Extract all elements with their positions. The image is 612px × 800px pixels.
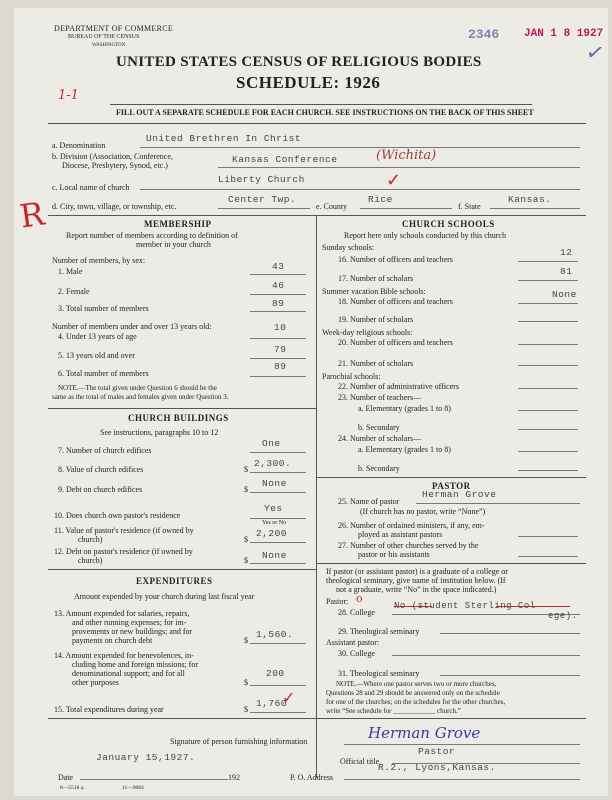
q13-label: 13. Amount expended for salaries, repairs,: [54, 609, 190, 618]
q7-label: 7. Number of church edifices: [58, 446, 152, 455]
q18-value[interactable]: None: [552, 289, 577, 300]
q27-label-2: pastor or his assistants: [358, 550, 430, 559]
q20-label: 20. Number of officers and teachers: [338, 338, 453, 347]
margin-r: R: [17, 194, 47, 236]
denomination-label: a. Denomination: [52, 141, 106, 150]
q28-value[interactable]: No (student Sterling Col: [394, 601, 536, 611]
date-value[interactable]: January 15,1927.: [96, 752, 196, 763]
q26-label: 26. Number of ordained ministers, if any, em-: [338, 521, 485, 530]
q4-value[interactable]: 10: [274, 322, 287, 333]
q11-value[interactable]: 2,200: [256, 528, 288, 539]
q10-value[interactable]: Yes: [264, 503, 283, 514]
q2-value[interactable]: 46: [272, 280, 285, 291]
q2-label: 2. Female: [58, 287, 90, 296]
schedule-title: SCHEDULE: 1926: [236, 73, 381, 92]
form-title: UNITED STATES CENSUS OF RELIGIOUS BODIES: [116, 54, 482, 70]
q22-label: 22. Number of administrative officers: [338, 382, 459, 391]
pastor-note-2: Questions 28 and 29 should be answered only on the schedule: [326, 689, 500, 697]
q16-value[interactable]: 12: [560, 247, 573, 258]
city-value[interactable]: Center Twp.: [228, 194, 297, 205]
margin-note: 1-1: [58, 88, 79, 103]
q23a-label: a. Elementary (grades 1 to 8): [358, 404, 451, 413]
denomination-value[interactable]: United Brethren In Christ: [146, 133, 302, 144]
q24-label: 24. Number of scholars—: [338, 434, 422, 443]
q17-label: 17. Number of scholars: [338, 274, 414, 283]
q12-value[interactable]: None: [262, 550, 287, 561]
expenditures-intro: Amount expended by your church during last fiscal year: [74, 592, 255, 601]
membership-note-2: same as the total of males and females given under Question 3.: [52, 393, 229, 401]
date-label: Date: [58, 773, 74, 782]
q13-dollar: $: [244, 636, 248, 645]
check-mark-icon: ✓: [584, 38, 607, 67]
state-value[interactable]: Kansas.: [508, 194, 552, 205]
q23b-label: b. Secondary: [358, 423, 400, 432]
q23-label: 23. Number of teachers—: [338, 393, 422, 402]
q3-value[interactable]: 89: [272, 298, 285, 309]
q19-label: 19. Number of scholars: [338, 315, 414, 324]
membership-intro: Report number of members according to definition of: [66, 231, 238, 240]
q15-dollar: $: [244, 705, 248, 714]
q31-label: 31. Theological seminary: [338, 669, 420, 678]
buildings-intro: See instructions, paragraphs 10 to 12: [100, 428, 219, 437]
q11-label-2: church): [78, 535, 103, 544]
q16-label: 16. Number of officers and teachers: [338, 255, 453, 264]
print-number: 11—9084: [122, 785, 144, 791]
q6-label: 6. Total number of members: [58, 369, 149, 378]
q26-label-2: ployed as assistant pastors: [358, 530, 443, 539]
q12-dollar: $: [244, 556, 248, 565]
signature-value[interactable]: Herman Grove: [368, 724, 481, 742]
age-heading: Number of members under and over 13 years old:: [52, 322, 212, 331]
summer-label: Summer vacation Bible schools:: [322, 287, 426, 296]
q13-label-2: and other running expenses; for im-: [72, 618, 187, 627]
q14-label: 14. Amount expended for benevolences, in-: [54, 651, 194, 660]
year-label: 192: [228, 773, 240, 782]
q11-dollar: $: [244, 535, 248, 544]
q8-value[interactable]: 2,300.: [254, 458, 292, 469]
check-mark-icon: ✓: [282, 688, 296, 707]
grad-note-3: not a graduate, write “No” in the space indicated.): [336, 585, 497, 594]
division-note: (Wichita): [376, 148, 437, 163]
stamp-date: JAN 1 8 1927: [524, 28, 604, 40]
by-sex-label: Number of members, by sex:: [52, 256, 146, 265]
po-address-label: P. O. Address: [290, 773, 334, 782]
q29-label: 29. Theological seminary: [338, 627, 420, 636]
bureau-label: BUREAU OF THE CENSUS: [68, 34, 140, 40]
q14-label-3: denominational support; and for all: [72, 669, 185, 678]
membership-note: NOTE.—The total given under Question 6 should be the: [58, 384, 217, 392]
stamp-number: 2346: [468, 27, 500, 42]
q11-label: 11. Value of pastor's residence (if owned by: [54, 526, 194, 535]
local-name-value[interactable]: Liberty Church: [218, 174, 305, 185]
q12-label: 12. Debt on pastor's residence (if owned by: [54, 547, 193, 556]
grad-note-2: theological seminary, give name of institution below. (If: [326, 576, 506, 585]
q4-label: 4. Under 13 years of age: [58, 332, 137, 341]
check-mark-icon: ✓: [386, 170, 402, 191]
q1-value[interactable]: 43: [272, 261, 285, 272]
q15-value[interactable]: 1,760: [256, 698, 288, 709]
q9-label: 9. Debt on church edifices: [58, 485, 143, 494]
circle-mark: o: [356, 592, 363, 605]
q15-label: 15. Total expenditures during year: [54, 705, 164, 714]
q9-dollar: $: [244, 485, 248, 494]
signature-label: Signature of person furnishing information: [170, 737, 308, 746]
q24a-label: a. Elementary (grades 1 to 8): [358, 445, 451, 454]
pastor-sub-label: Pastor:: [326, 597, 349, 606]
weekday-label: Week-day religious schools:: [322, 328, 413, 337]
q8-dollar: $: [244, 465, 248, 474]
pastor-name[interactable]: Herman Grove: [422, 489, 497, 500]
official-title-value[interactable]: Pastor: [418, 746, 456, 757]
assistant-label: Assistant pastor:: [326, 638, 380, 647]
q27-label: 27. Number of other churches served by the: [338, 541, 479, 550]
official-title-label: Official title: [340, 757, 380, 766]
q28-value-2[interactable]: ege).: [548, 611, 578, 621]
local-name-label: c. Local name of church: [52, 183, 130, 192]
q14-label-2: cluding home and foreign missions; for: [72, 660, 198, 669]
q13-label-3: provements or new buildings; and for: [72, 627, 193, 636]
q17-value[interactable]: 81: [560, 266, 573, 277]
membership-heading: MEMBERSHIP: [144, 219, 212, 229]
schools-heading: CHURCH SCHOOLS: [402, 219, 495, 229]
division-label: b. Division (Association, Conference,: [52, 152, 173, 161]
q6-value[interactable]: 89: [274, 361, 287, 372]
q25-label: 25. Name of pastor: [338, 497, 400, 506]
q14-label-4: other purposes: [72, 678, 119, 687]
q3-label: 3. Total number of members: [58, 304, 149, 313]
dept-label: DEPARTMENT OF COMMERCE: [54, 24, 174, 33]
state-label: f. State: [458, 202, 481, 211]
city-label: WASHINGTON: [92, 43, 126, 48]
division-label-2: Diocese, Presbytery, Synod, etc.): [62, 161, 168, 170]
membership-intro-2: member in your church: [136, 240, 211, 249]
buildings-heading: CHURCH BUILDINGS: [128, 413, 229, 423]
county-label: e. County: [316, 202, 348, 211]
q12-label-2: church): [78, 556, 103, 565]
q10-label: 10. Does church own pastor's residence: [54, 511, 181, 520]
q18-label: 18. Number of officers and teachers: [338, 297, 453, 306]
pastor-note-3: for one of the churches; on the schedules for the other churches,: [326, 698, 506, 706]
q5-value[interactable]: 79: [274, 344, 287, 355]
q5-label: 5. 13 years old and over: [58, 351, 135, 360]
county-value[interactable]: Rice: [368, 194, 393, 205]
grad-note: If pastor (or assistant pastor) is a graduate of a college or: [326, 567, 508, 576]
q10-sub: Yes or No: [262, 520, 287, 526]
po-address-value[interactable]: R.2., Lyons,Kansas.: [378, 762, 496, 773]
schools-intro: Report here only schools conducted by this church: [344, 231, 506, 240]
q14-dollar: $: [244, 678, 248, 687]
form-number: 8—5518 a.: [60, 785, 85, 791]
instruction-line: FILL OUT A SEPARATE SCHEDULE FOR EACH CHURCH. SEE INSTRUCTIONS ON THE BACK OF THIS SHEET: [116, 108, 534, 117]
q8-label: 8. Value of church edifices: [58, 465, 144, 474]
q9-value[interactable]: None: [262, 478, 287, 489]
q7-value[interactable]: One: [262, 438, 281, 449]
pastor-note-4: write “See schedule for ____________ church.”: [326, 707, 461, 715]
q21-label: 21. Number of scholars: [338, 359, 414, 368]
division-value[interactable]: Kansas Conference: [232, 154, 338, 165]
parochial-label: Parochial schools:: [322, 372, 381, 381]
q24b-label: b. Secondary: [358, 464, 400, 473]
sunday-label: Sunday schools:: [322, 243, 375, 252]
pastor-note: NOTE.—Where one pastor serves two or more churches,: [336, 680, 497, 688]
q13-value[interactable]: 1,560.: [256, 629, 294, 640]
q28-label: 28. College: [338, 608, 375, 617]
q14-value[interactable]: 200: [266, 668, 285, 679]
q1-label: 1. Male: [58, 267, 83, 276]
q25-sub: (If church has no pastor, write “None”): [360, 507, 486, 516]
q13-label-4: payments on church debt: [72, 636, 153, 645]
q30-label: 30. College: [338, 649, 375, 658]
pastor-heading: PASTOR: [432, 481, 471, 491]
expenditures-heading: EXPENDITURES: [136, 576, 213, 586]
city-label-field: d. City, town, village, or township, etc.: [52, 202, 177, 211]
